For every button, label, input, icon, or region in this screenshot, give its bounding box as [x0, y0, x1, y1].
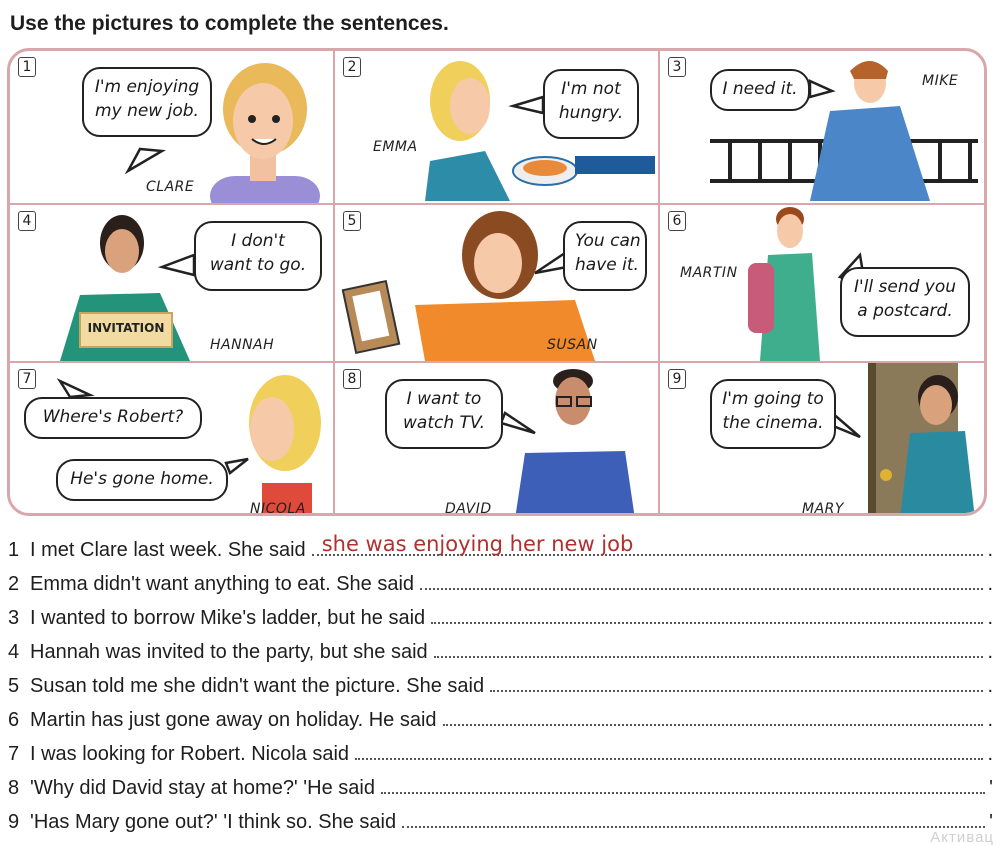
- panel-number: 6: [668, 211, 686, 231]
- character-name: DAVID: [445, 501, 492, 516]
- sentence-row: [8, 598, 993, 630]
- speech-bubble: I'll send you a postcard.: [840, 267, 970, 337]
- sentence-row: [8, 700, 993, 732]
- picture-grid: [7, 48, 987, 516]
- sentence-text: I met Clare last week. She said: [30, 539, 306, 561]
- answer-blank[interactable]: [434, 634, 984, 658]
- sentence-end: .: [987, 709, 993, 731]
- panel-number: 4: [18, 211, 36, 231]
- sentence-number: 9: [8, 811, 20, 833]
- answer-blank[interactable]: [443, 702, 984, 726]
- panel-8: [335, 363, 658, 516]
- answer-blank[interactable]: [431, 600, 983, 624]
- sentence-number: 4: [8, 641, 20, 663]
- speech-bubble: You can have it.: [563, 221, 647, 291]
- speech-bubble: I don't want to go.: [194, 221, 322, 291]
- exercise-instruction: Use the pictures to complete the sentences.: [10, 12, 449, 35]
- panel-number: 9: [668, 369, 686, 389]
- sentence-number: 1: [8, 539, 20, 561]
- character-name: MARTIN: [680, 265, 738, 281]
- sentence-row: [8, 666, 993, 698]
- speech-bubble: I'm enjoying my new job.: [82, 67, 212, 137]
- sentence-end: .: [987, 743, 993, 765]
- sentence-number: 6: [8, 709, 20, 731]
- character-name: MARY: [802, 501, 844, 516]
- answer-text: she was enjoying her new job: [321, 532, 634, 556]
- panel-6: [660, 205, 987, 361]
- sentence-end: .: [987, 607, 993, 629]
- sentence-end: .: [987, 641, 993, 663]
- sentence-row: [8, 802, 993, 834]
- speech-bubble: I need it.: [710, 69, 810, 111]
- speech-tail: [128, 149, 162, 171]
- character-name: SUSAN: [547, 337, 598, 353]
- speech-bubble: I'm going to the cinema.: [710, 379, 836, 449]
- character-name: NICOLA: [250, 501, 306, 516]
- panel-2: [335, 51, 658, 203]
- sentence-text: Martin has just gone away on holiday. He said: [30, 709, 437, 731]
- panel-number: 1: [18, 57, 36, 77]
- sentence-row: [8, 734, 993, 766]
- panel-number: 3: [668, 57, 686, 77]
- character-name: EMMA: [373, 139, 418, 155]
- sentence-end: ': [989, 811, 993, 833]
- speech-bubble: I'm not hungry.: [543, 69, 639, 139]
- character-name: HANNAH: [210, 337, 275, 353]
- sentence-end: ': [989, 777, 993, 799]
- panel-1: [10, 51, 333, 203]
- panel-number: 2: [343, 57, 361, 77]
- sentence-number: 2: [8, 573, 20, 595]
- sentence-row: [8, 530, 993, 562]
- sentence-number: 5: [8, 675, 20, 697]
- speech-bubble: I want to watch TV.: [385, 379, 503, 449]
- sentence-end: .: [987, 675, 993, 697]
- panel-number: 5: [343, 211, 361, 231]
- sentence-text: Hannah was invited to the party, but she said: [30, 641, 428, 663]
- sentence-end: .: [987, 573, 993, 595]
- speech-tail: [513, 97, 543, 113]
- speech-tail: [226, 459, 248, 473]
- panel-9: [660, 363, 987, 516]
- panel-number: 7: [18, 369, 36, 389]
- sentence-text: Emma didn't want anything to eat. She said: [30, 573, 415, 595]
- panel-7: [10, 363, 333, 516]
- sentence-text: 'Why did David stay at home?' 'He said: [30, 777, 375, 799]
- activation-watermark: Активац: [930, 829, 994, 846]
- sentence-text: I was looking for Robert. Nicola said: [30, 743, 350, 765]
- answer-blank[interactable]: [402, 804, 985, 828]
- sentence-text: Susan told me she didn't want the picture. She said: [30, 675, 485, 697]
- speech-bubble: He's gone home.: [56, 459, 228, 501]
- answer-blank[interactable]: [420, 566, 983, 590]
- speech-tail: [501, 413, 535, 433]
- speech-tail: [162, 255, 194, 275]
- panel-4: [10, 205, 333, 361]
- sentence-number: 8: [8, 777, 20, 799]
- sentence-row: [8, 632, 993, 664]
- invitation-card-text: INVITATION: [87, 321, 165, 335]
- character-name: MIKE: [922, 73, 959, 89]
- sentence-text: 'Has Mary gone out?' 'I think so. She said: [30, 811, 397, 833]
- answer-blank[interactable]: [490, 668, 983, 692]
- sentence-number: 3: [8, 607, 20, 629]
- sentence-row: [8, 564, 993, 596]
- panel-5: [335, 205, 658, 361]
- answer-blank[interactable]: [312, 532, 984, 556]
- panel-number: 8: [343, 369, 361, 389]
- sentence-end: .: [987, 539, 993, 561]
- answer-blank[interactable]: [355, 736, 983, 760]
- speech-tail: [810, 81, 832, 97]
- sentence-row: [8, 768, 993, 800]
- speech-tail: [60, 381, 90, 397]
- sentence-number: 7: [8, 743, 20, 765]
- panel-3: [660, 51, 987, 203]
- character-name: CLARE: [146, 179, 195, 195]
- sentence-text: I wanted to borrow Mike's ladder, but he said: [30, 607, 426, 629]
- speech-bubble: Where's Robert?: [24, 397, 202, 439]
- answer-blank[interactable]: [381, 770, 985, 794]
